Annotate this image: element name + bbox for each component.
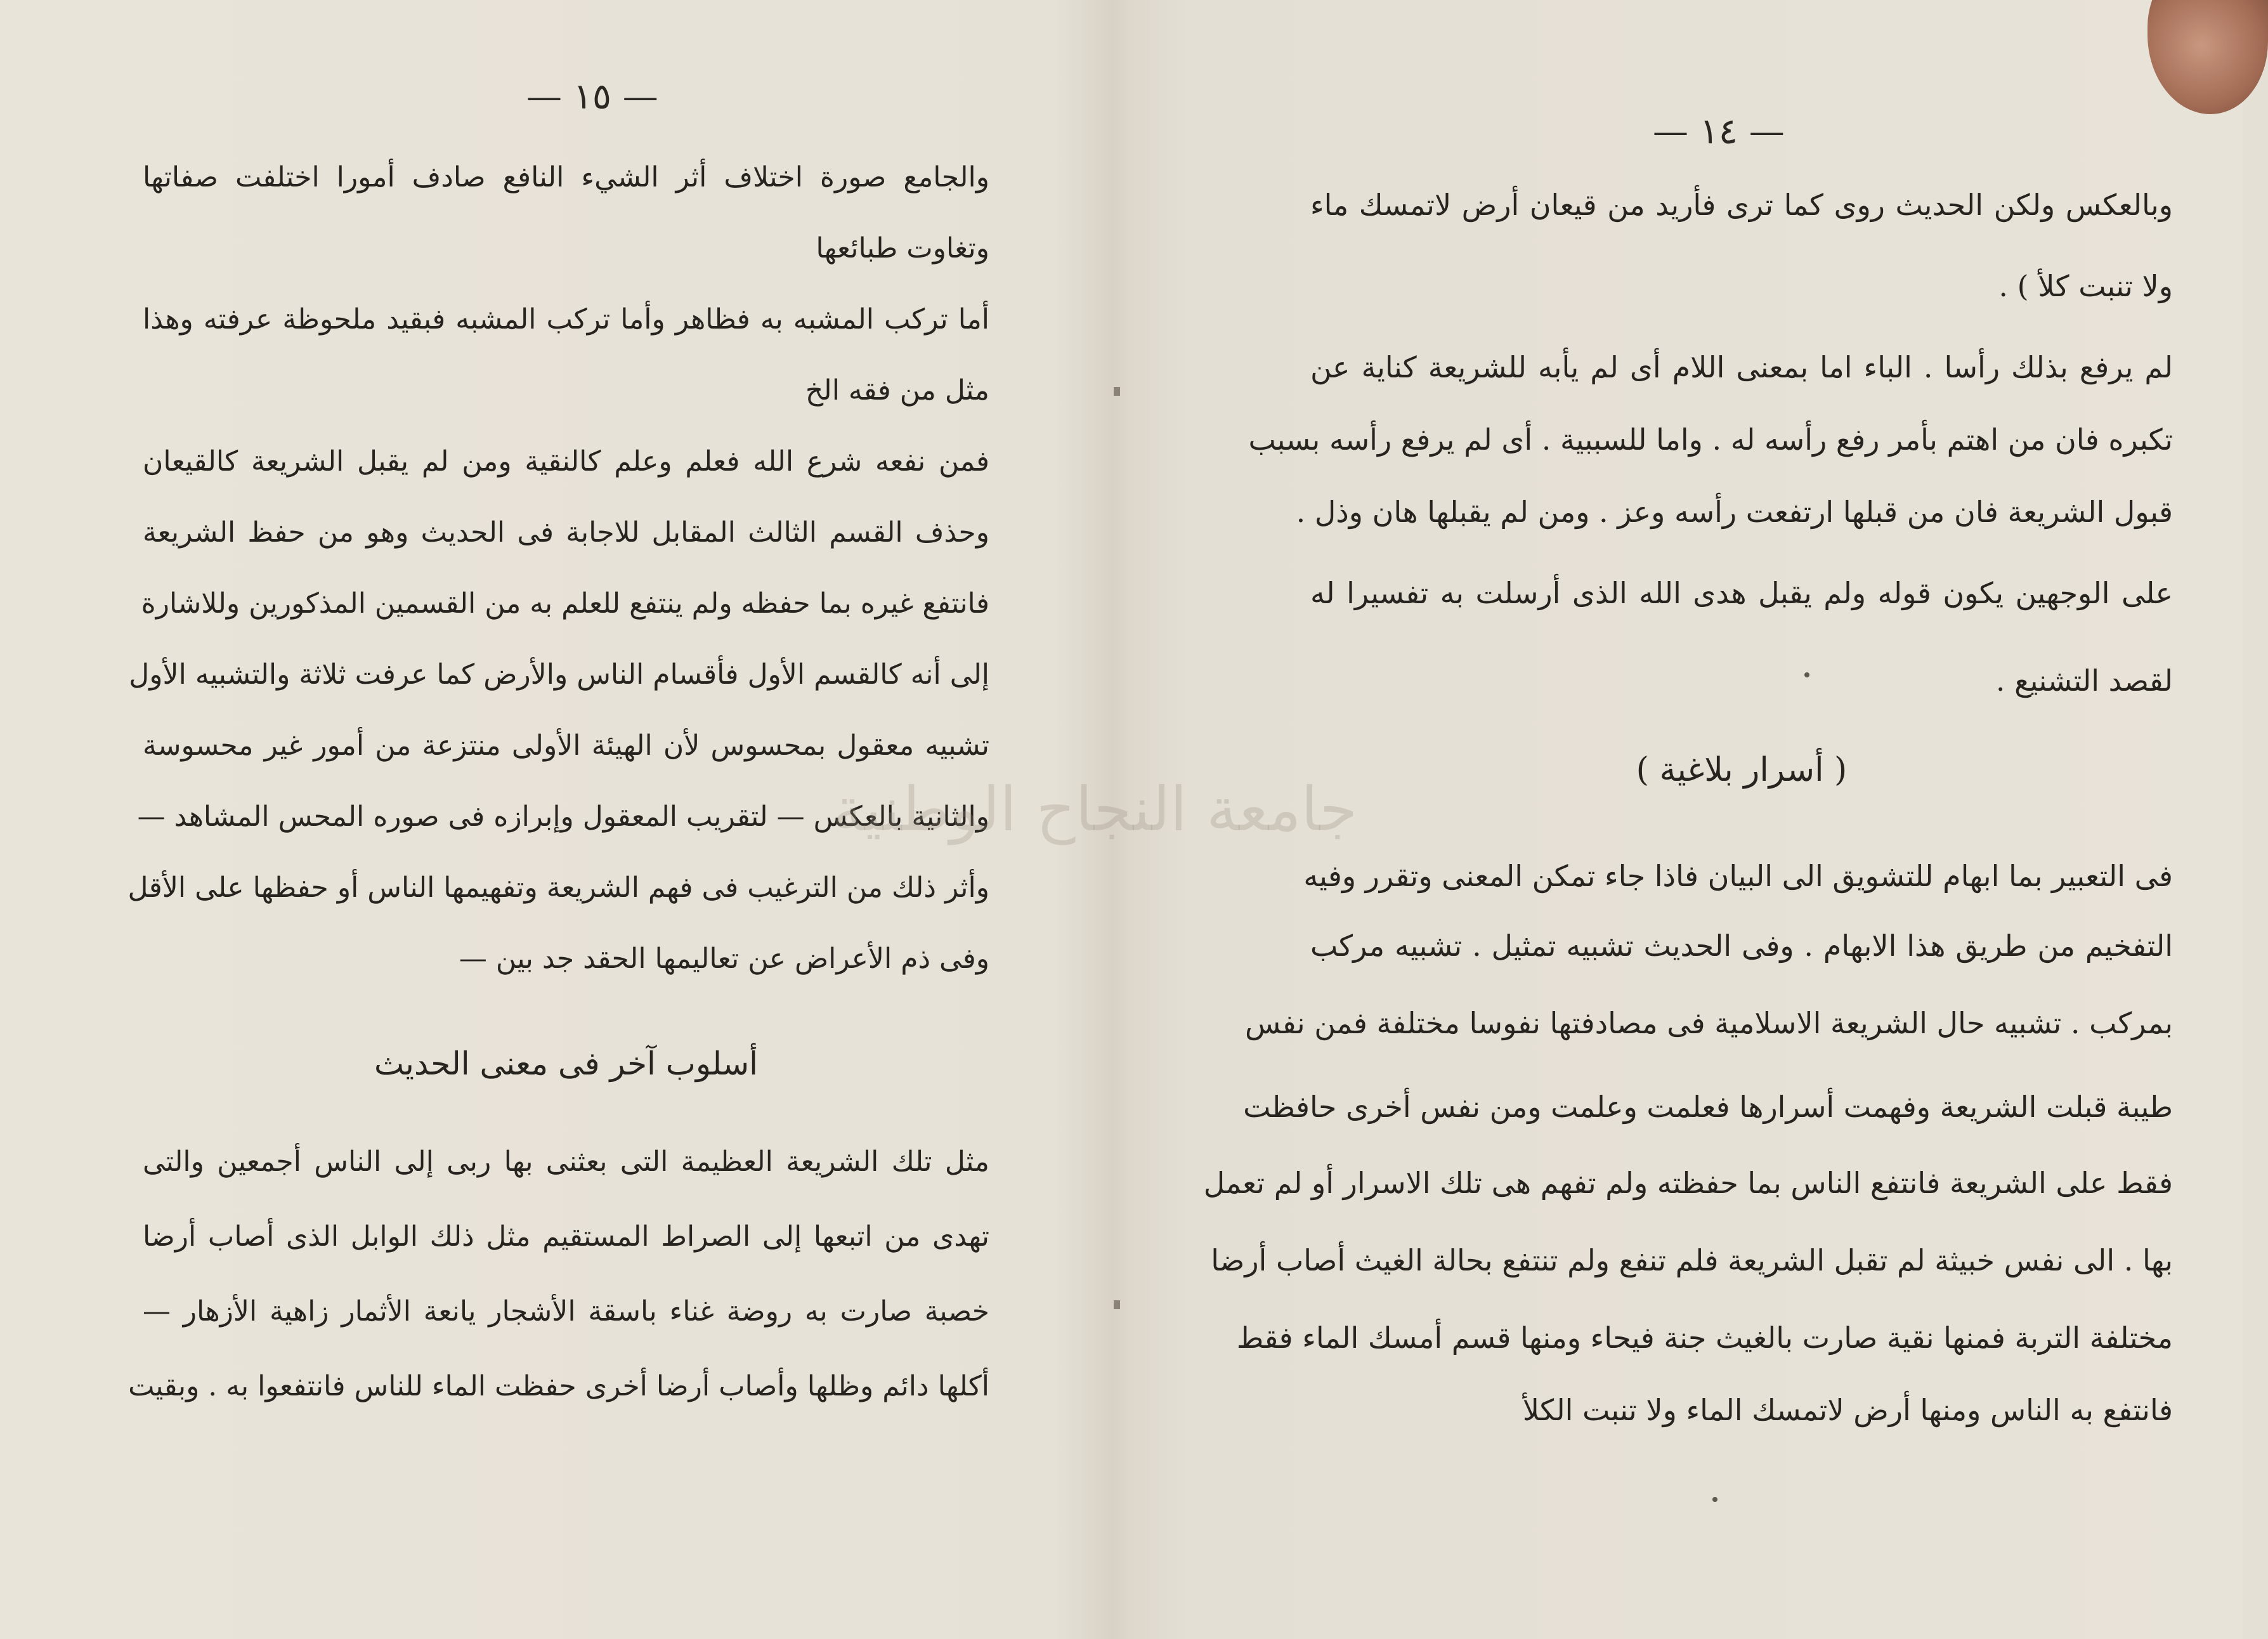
text-line: والجامع صورة اختلاف أثر الشيء النافع صادف أمورا اختلفت صفاتها xyxy=(143,161,989,193)
text-line: خصبة صارت به روضة غناء باسقة الأشجار يانعة الأثمار زاهية الأزهار — xyxy=(143,1295,989,1328)
text-line: فى التعبير بما ابهام للتشويق الى البيان فاذا جاء تمكن المعنى وتقرر وفيه xyxy=(1303,859,2173,893)
text-line: على الوجهين يكون قوله ولم يقبل هدى الله الذى أرسلت به تفسيرا له xyxy=(1310,576,2173,610)
text-line: لقصد التشنيع . xyxy=(1995,663,2173,698)
text-line: وبالعكس ولكن الحديث روى كما ترى فأريد من قيعان أرض لاتمسك ماء xyxy=(1310,188,2173,222)
text-line: التفخيم من طريق هذا الابهام . وفى الحديث تشبيه تمثيل . تشبيه مركب xyxy=(1310,929,2173,963)
text-line: طيبة قبلت الشريعة وفهمت أسرارها فعلمت وعلمت ومن نفس أخرى حافظت xyxy=(1243,1090,2173,1124)
text-line: فمن نفعه شرع الله فعلم وعلم كالنقية ومن لم يقبل الشريعة كالقيعان xyxy=(143,445,989,478)
section-heading: ( أسرار بلاغية ) xyxy=(1636,751,1848,789)
text-line: والثانية بالعكس — لتقريب المعقول وإبرازه فى صوره المحس المشاهد — xyxy=(137,800,989,833)
text-line: تكبره فان من اهتم بأمر رفع رأسه له . واما للسببية . أى لم يرفع رأسه بسبب xyxy=(1248,422,2173,457)
text-line: مثل تلك الشريعة العظيمة التى بعثنى بها ربى إلى الناس أجمعين والتى xyxy=(143,1146,989,1178)
text-line: مختلفة التربة فمنها نقية صارت بالغيث جنة فيحاء ومنها قسم أمسك الماء فقط xyxy=(1236,1321,2173,1355)
text-line: بها . الى نفس خبيثة لم تقبل الشريعة فلم تنفع ولم تنتفع بحالة الغيث أصاب أرضا xyxy=(1211,1243,2173,1277)
text-line: بمركب . تشبيه حال الشريعة الاسلامية فى مصادفتها نفوسا مختلفة فمن نفس xyxy=(1244,1006,2173,1040)
text-line: قبول الشريعة فان من قبلها ارتفعت رأسه وعز . ومن لم يقبلها هان وذل . xyxy=(1296,495,2173,529)
text-line: وأثر ذلك من الترغيب فى فهم الشريعة وتفهيمها الناس أو حفظها على الأقل xyxy=(127,872,989,904)
page-number: — ١٥ — xyxy=(526,76,658,117)
text-line: وتغاوت طبائعها xyxy=(816,232,989,264)
text-line: فانتفع غيره بما حفظه ولم ينتفع للعلم به من القسمين المذكورين وللاشارة xyxy=(141,587,989,620)
text-line: وفى ذم الأعراض عن تعاليمها الحقد جد بين — xyxy=(459,943,989,975)
text-line: أما تركب المشبه به فظاهر وأما تركب المشبه فبقيد ملحوظة عرفته وهذا xyxy=(143,303,989,336)
text-line: لم يرفع بذلك رأسا . الباء اما بمعنى اللام أى لم يأبه للشريعة كناية عن xyxy=(1310,350,2173,384)
watermark: جامعة النجاح الوطنية xyxy=(831,774,1357,845)
text-line: فقط على الشريعة فانتفع الناس بما حفظته ولم تفهم هى تلك الاسرار أو لم تعمل xyxy=(1203,1166,2173,1200)
text-line: تهدى من اتبعها إلى الصراط المستقيم مثل ذلك الوابل الذى أصاب أرضا xyxy=(143,1220,990,1253)
text-line: تشبيه معقول بمحسوس لأن الهيئة الأولى منتزعة من أمور غير محسوسة xyxy=(143,729,989,762)
section-heading: أسلوب آخر فى معنى الحديث xyxy=(374,1045,759,1082)
text-line: وحذف القسم الثالث المقابل للاجابة فى الحديث وهو من حفظ الشريعة xyxy=(143,516,989,549)
text-line: فانتفع به الناس ومنها أرض لاتمسك الماء ولا تنبت الكلأ xyxy=(1522,1393,2173,1427)
text-line: ولا تنبت كلأ ) . xyxy=(1998,269,2173,303)
text-line: أكلها دائم وظلها وأصاب أرضا أخرى حفظت الماء للناس فانتفعوا به . وبقيت xyxy=(128,1370,989,1402)
text-line: مثل من فقه الخ xyxy=(805,374,989,407)
page-number: — ١٤ — xyxy=(1653,111,1785,152)
text-line: إلى أنه كالقسم الأول فأقسام الناس والأرض كما عرفت ثلاثة والتشبيه الأول xyxy=(129,658,989,691)
